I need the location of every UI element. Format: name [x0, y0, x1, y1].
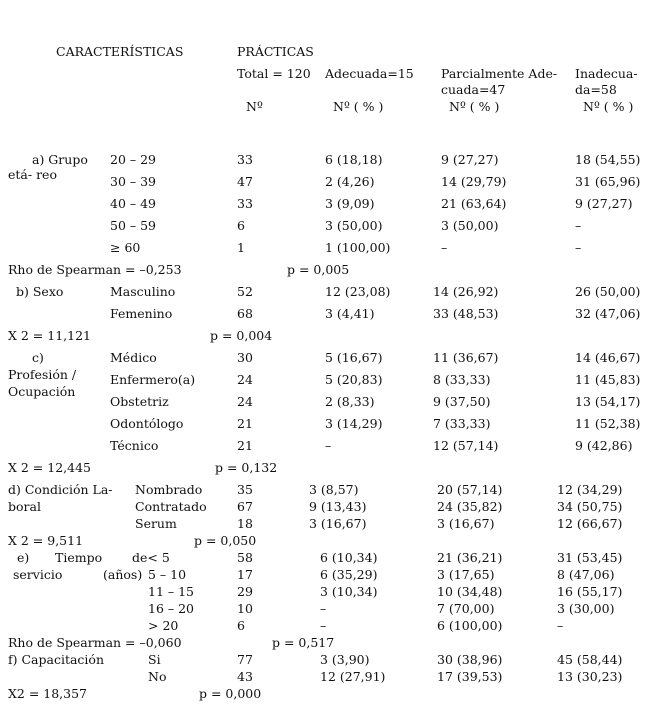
row-inadecuada: 31 (65,96) [575, 174, 641, 189]
row-category: 50 – 59 [110, 218, 157, 233]
row-parcial: 8 (33,33) [433, 372, 491, 387]
header-caracteristicas: CARACTERÍSTICAS [56, 44, 184, 59]
header-inadecuada-line1: Inadecua- [575, 66, 638, 81]
row-total: 21 [237, 416, 253, 431]
row-total: 68 [237, 306, 253, 321]
row-inadecuada: 3 (30,00) [557, 601, 615, 616]
header-parcial-line2: cuada=47 [441, 82, 506, 97]
row-inadecuada: 34 (50,75) [557, 499, 623, 514]
row-adecuada: 2 (4,26) [325, 174, 375, 189]
row-inadecuada: 13 (30,23) [557, 669, 623, 684]
row-category: 11 – 15 [148, 584, 195, 599]
sexo-label: b) Sexo [16, 284, 64, 299]
row-inadecuada: – [575, 218, 582, 233]
row-inadecuada: 18 (54,55) [575, 152, 641, 167]
header-practicas: PRÁCTICAS [237, 44, 314, 59]
row-total: 33 [237, 196, 253, 211]
row-total: 24 [237, 372, 253, 387]
row-parcial: 14 (29,79) [441, 174, 507, 189]
row-total: 33 [237, 152, 253, 167]
row-parcial: 21 (36,21) [437, 550, 503, 565]
header-total: Total = 120 [237, 66, 311, 81]
grupo-label-line2: etá- reo [8, 167, 57, 182]
row-inadecuada: – [575, 240, 582, 255]
row-inadecuada: 9 (27,27) [575, 196, 633, 211]
row-adecuada: 3 (3,90) [320, 652, 370, 667]
row-adecuada: 2 (8,33) [325, 394, 375, 409]
row-category: 30 – 39 [110, 174, 157, 189]
row-total: 6 [237, 218, 245, 233]
row-total: 29 [237, 584, 253, 599]
row-category: Enfermero(a) [110, 372, 196, 387]
tiempo-label-anios: (años) [103, 567, 143, 582]
row-inadecuada: 31 (53,45) [557, 550, 623, 565]
profesion-label-line1: c) [32, 350, 44, 365]
row-adecuada: 3 (9,09) [325, 196, 375, 211]
row-parcial: 14 (26,92) [433, 284, 499, 299]
header-inadecuada-line2: da=58 [575, 82, 617, 97]
row-category: ≥ 60 [110, 240, 141, 255]
profesion-label-line2: Profesión / [8, 367, 77, 382]
row-parcial: 30 (38,96) [437, 652, 503, 667]
capacitacion-statistic: X2 = 18,357 [8, 686, 88, 701]
tiempo-label-tiempo: Tiempo [55, 550, 103, 565]
row-parcial: 24 (35,82) [437, 499, 503, 514]
row-parcial: 20 (57,14) [437, 482, 503, 497]
row-inadecuada: 32 (47,06) [575, 306, 641, 321]
row-adecuada: 3 (16,67) [309, 516, 367, 531]
sexo-statistic: X 2 = 11,121 [8, 328, 91, 343]
row-category: 40 – 49 [110, 196, 157, 211]
row-total: 24 [237, 394, 253, 409]
row-category: Si [148, 652, 161, 667]
row-adecuada: 3 (14,29) [325, 416, 383, 431]
row-total: 1 [237, 240, 245, 255]
row-total: 10 [237, 601, 253, 616]
capacitacion-label: f) Capacitación [8, 652, 104, 667]
row-total: 21 [237, 438, 253, 453]
tiempo-statistic: Rho de Spearman = –0,060 [8, 635, 182, 650]
row-inadecuada: 14 (46,67) [575, 350, 641, 365]
row-category: Técnico [110, 438, 159, 453]
row-category: de< 5 [132, 550, 170, 565]
row-total: 77 [237, 652, 253, 667]
row-total: 47 [237, 174, 253, 189]
row-inadecuada: 12 (34,29) [557, 482, 623, 497]
row-inadecuada: 12 (66,67) [557, 516, 623, 531]
row-total: 18 [237, 516, 253, 531]
profesion-label-line3: Ocupación [8, 384, 76, 399]
row-category: Contratado [135, 499, 207, 514]
row-category: No [148, 669, 167, 684]
tiempo-label-servicio: servicio [13, 567, 63, 582]
sexo-p-value: p = 0,004 [210, 328, 273, 343]
condicion-p-value: p = 0,050 [194, 533, 257, 548]
row-category: > 20 [148, 618, 179, 633]
row-parcial: 3 (50,00) [441, 218, 499, 233]
header-n-parcial: Nº ( % ) [449, 99, 500, 114]
row-total: 30 [237, 350, 253, 365]
profesion-statistic: X 2 = 12,445 [8, 460, 91, 475]
grupo-p-value: p = 0,005 [287, 262, 350, 277]
row-category: 16 – 20 [148, 601, 195, 616]
row-parcial: 17 (39,53) [437, 669, 503, 684]
row-adecuada: 1 (100,00) [325, 240, 391, 255]
row-parcial: 3 (17,65) [437, 567, 495, 582]
row-total: 35 [237, 482, 253, 497]
row-adecuada: 6 (10,34) [320, 550, 378, 565]
row-inadecuada: 26 (50,00) [575, 284, 641, 299]
row-parcial: 21 (63,64) [441, 196, 507, 211]
row-adecuada: – [325, 438, 332, 453]
row-adecuada: 12 (27,91) [320, 669, 386, 684]
row-category: Nombrado [135, 482, 203, 497]
condicion-label-line1: d) Condición La- [8, 482, 113, 497]
header-n-total: Nº [246, 99, 263, 114]
row-adecuada: 6 (18,18) [325, 152, 383, 167]
row-adecuada: 5 (20,83) [325, 372, 383, 387]
row-category: Femenino [110, 306, 173, 321]
row-inadecuada: 9 (42,86) [575, 438, 633, 453]
condicion-label-line2: boral [8, 499, 41, 514]
row-category: 20 – 29 [110, 152, 157, 167]
header-adecuada: Adecuada=15 [325, 66, 414, 81]
row-parcial: 6 (100,00) [437, 618, 503, 633]
row-parcial: 3 (16,67) [437, 516, 495, 531]
row-inadecuada: 11 (45,83) [575, 372, 641, 387]
tiempo-label-e: e) [17, 550, 30, 565]
row-inadecuada: 16 (55,17) [557, 584, 623, 599]
row-parcial: 9 (27,27) [441, 152, 499, 167]
condicion-statistic: X 2 = 9,511 [8, 533, 84, 548]
row-parcial: 33 (48,53) [433, 306, 499, 321]
row-adecuada: 3 (8,57) [309, 482, 359, 497]
row-total: 17 [237, 567, 253, 582]
row-total: 58 [237, 550, 253, 565]
row-inadecuada: 11 (52,38) [575, 416, 641, 431]
row-inadecuada: 45 (58,44) [557, 652, 623, 667]
row-category: Obstetriz [110, 394, 169, 409]
row-parcial: 11 (36,67) [433, 350, 499, 365]
row-adecuada: 3 (50,00) [325, 218, 383, 233]
row-category: Masculino [110, 284, 176, 299]
row-parcial: – [441, 240, 448, 255]
row-category: Médico [110, 350, 157, 365]
row-adecuada: 3 (10,34) [320, 584, 378, 599]
grupo-statistic: Rho de Spearman = –0,253 [8, 262, 182, 277]
header-parcial-line1: Parcialmente Ade- [441, 66, 558, 81]
capacitacion-p-value: p = 0,000 [199, 686, 262, 701]
row-category: 5 – 10 [148, 567, 187, 582]
grupo-label-line1: a) Grupo [32, 152, 88, 167]
header-n-adecuada: Nº ( % ) [333, 99, 384, 114]
row-total: 67 [237, 499, 253, 514]
row-adecuada: 12 (23,08) [325, 284, 391, 299]
row-parcial: 10 (34,48) [437, 584, 503, 599]
row-total: 43 [237, 669, 253, 684]
row-total: 6 [237, 618, 245, 633]
profesion-p-value: p = 0,132 [215, 460, 278, 475]
row-parcial: 12 (57,14) [433, 438, 499, 453]
row-inadecuada: 8 (47,06) [557, 567, 615, 582]
row-adecuada: – [320, 618, 327, 633]
row-parcial: 7 (70,00) [437, 601, 495, 616]
row-inadecuada: – [557, 618, 564, 633]
row-parcial: 7 (33,33) [433, 416, 491, 431]
row-inadecuada: 13 (54,17) [575, 394, 641, 409]
tiempo-p-value: p = 0,517 [272, 635, 335, 650]
row-adecuada: – [320, 601, 327, 616]
row-adecuada: 3 (4,41) [325, 306, 375, 321]
row-adecuada: 6 (35,29) [320, 567, 378, 582]
row-total: 52 [237, 284, 253, 299]
header-n-inadecuada: Nº ( % ) [583, 99, 634, 114]
row-category: Serum [135, 516, 177, 531]
row-category: Odontólogo [110, 416, 184, 431]
row-adecuada: 9 (13,43) [309, 499, 367, 514]
row-parcial: 9 (37,50) [433, 394, 491, 409]
row-adecuada: 5 (16,67) [325, 350, 383, 365]
